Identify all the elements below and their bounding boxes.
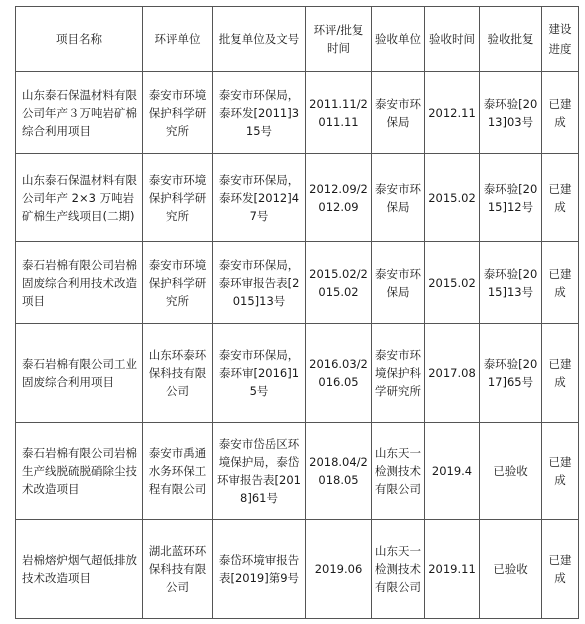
cell-project-name: 泰石岩棉有限公司岩棉固废综合利用技术改造项目 bbox=[16, 242, 143, 324]
cell-acceptance-unit: 泰安市环保局 bbox=[372, 72, 425, 154]
cell-approval-unit: 泰安市环保局，泰环审报告表[2015]13号 bbox=[213, 242, 306, 324]
table-row bbox=[16, 154, 579, 242]
cell-eia-approval-time: 2015.02/2015.02 bbox=[306, 242, 372, 324]
header-approval-unit: 批复单位及文号 bbox=[213, 7, 306, 72]
header-project-name: 项目名称 bbox=[16, 7, 143, 72]
cell-eia-unit: 泰安市环境保护科学研究所 bbox=[143, 72, 213, 154]
cell-eia-unit: 泰安市环境保护科学研究所 bbox=[143, 154, 213, 242]
cell-acceptance-time: 2017.08 bbox=[425, 324, 480, 423]
header-construction-progress bbox=[542, 7, 579, 72]
header-acceptance-unit: 验收单位 bbox=[372, 7, 425, 72]
cell-construction-progress: 已建成 bbox=[542, 324, 579, 423]
cell-eia-unit: 泰安市环境保护科学研究所 bbox=[143, 242, 213, 324]
cell-project-name: 山东泰石保温材料有限公司年产３万吨岩矿棉综合利用项目 bbox=[16, 72, 143, 154]
cell-acceptance-time: 2019.11 bbox=[425, 520, 480, 619]
header-eia-approval-time: 环评/批复时间 bbox=[306, 7, 372, 72]
cell-acceptance-unit: 泰安市环保局 bbox=[372, 242, 425, 324]
cell-acceptance-time: 2015.02 bbox=[425, 154, 480, 242]
cell-project-name: 岩棉熔炉烟气超低排放技术改造项目 bbox=[16, 520, 143, 619]
cell-acceptance-unit: 泰安市环境保护科学研究所 bbox=[372, 324, 425, 423]
cell-construction-progress: 已建成 bbox=[542, 242, 579, 324]
header-eia-unit: 环评单位 bbox=[143, 7, 213, 72]
cell-eia-approval-time: 2019.06 bbox=[306, 520, 372, 619]
table-row bbox=[16, 242, 579, 324]
cell-acceptance-unit: 山东天一检测技术有限公司 bbox=[372, 520, 425, 619]
cell-acceptance-time: 2015.02 bbox=[425, 242, 480, 324]
cell-approval-unit: 泰安市环保局，泰环发[2011]315号 bbox=[213, 72, 306, 154]
cell-acceptance-unit: 泰安市环保局 bbox=[372, 154, 425, 242]
cell-project-name: 山东泰石保温材料有限公司年产 2×3 万吨岩矿棉生产线项目(二期) bbox=[16, 154, 143, 242]
table-row bbox=[16, 423, 579, 520]
header-acceptance-approval: 验收批复 bbox=[480, 7, 542, 72]
cell-eia-approval-time: 2016.03/2016.05 bbox=[306, 324, 372, 423]
cell-construction-progress: 已建成 bbox=[542, 154, 579, 242]
cell-approval-unit: 泰安市环保局，泰环发[2012]47号 bbox=[213, 154, 306, 242]
cell-acceptance-time: 2019.4 bbox=[425, 423, 480, 520]
cell-construction-progress: 已建成 bbox=[542, 72, 579, 154]
cell-approval-unit: 泰安市岱岳区环境保护局，泰岱环审报告表[2018]61号 bbox=[213, 423, 306, 520]
project-records-table bbox=[15, 6, 579, 619]
cell-eia-unit: 山东环泰环保科技有限公司 bbox=[143, 324, 213, 423]
cell-acceptance-time: 2012.11 bbox=[425, 72, 480, 154]
cell-acceptance-approval: 已验收 bbox=[480, 423, 542, 520]
cell-acceptance-unit: 山东天一检测技术有限公司 bbox=[372, 423, 425, 520]
cell-construction-progress: 已建成 bbox=[542, 423, 579, 520]
cell-acceptance-approval: 泰环验[2013]03号 bbox=[480, 72, 542, 154]
cell-acceptance-approval: 已验收 bbox=[480, 520, 542, 619]
cell-eia-approval-time: 2018.04/2018.05 bbox=[306, 423, 372, 520]
cell-project-name: 泰石岩棉有限公司工业固废综合利用项目 bbox=[16, 324, 143, 423]
cell-acceptance-approval: 泰环验[2015]13号 bbox=[480, 242, 542, 324]
table-row bbox=[16, 72, 579, 154]
table-header-row bbox=[16, 7, 579, 72]
table-row bbox=[16, 520, 579, 619]
header-construction-progress-text: 建设进度 bbox=[548, 22, 572, 56]
cell-construction-progress: 已建成 bbox=[542, 520, 579, 619]
header-acceptance-time: 验收时间 bbox=[425, 7, 480, 72]
table-row bbox=[16, 324, 579, 423]
cell-eia-unit: 泰安市禹通水务环保工程有限公司 bbox=[143, 423, 213, 520]
cell-project-name: 泰石岩棉有限公司岩棉生产线脱硫脱硝除尘技术改造项目 bbox=[16, 423, 143, 520]
cell-eia-unit: 湖北蓝环环保科技有限公司 bbox=[143, 520, 213, 619]
cell-acceptance-approval: 泰环验[2017]65号 bbox=[480, 324, 542, 423]
cell-eia-approval-time: 2012.09/2012.09 bbox=[306, 154, 372, 242]
cell-acceptance-approval: 泰环验[2015]12号 bbox=[480, 154, 542, 242]
cell-approval-unit: 泰安市环保局，泰环审[2016]15号 bbox=[213, 324, 306, 423]
cell-eia-approval-time: 2011.11/2011.11 bbox=[306, 72, 372, 154]
cell-approval-unit: 泰岱环境审报告表[2019]第9号 bbox=[213, 520, 306, 619]
